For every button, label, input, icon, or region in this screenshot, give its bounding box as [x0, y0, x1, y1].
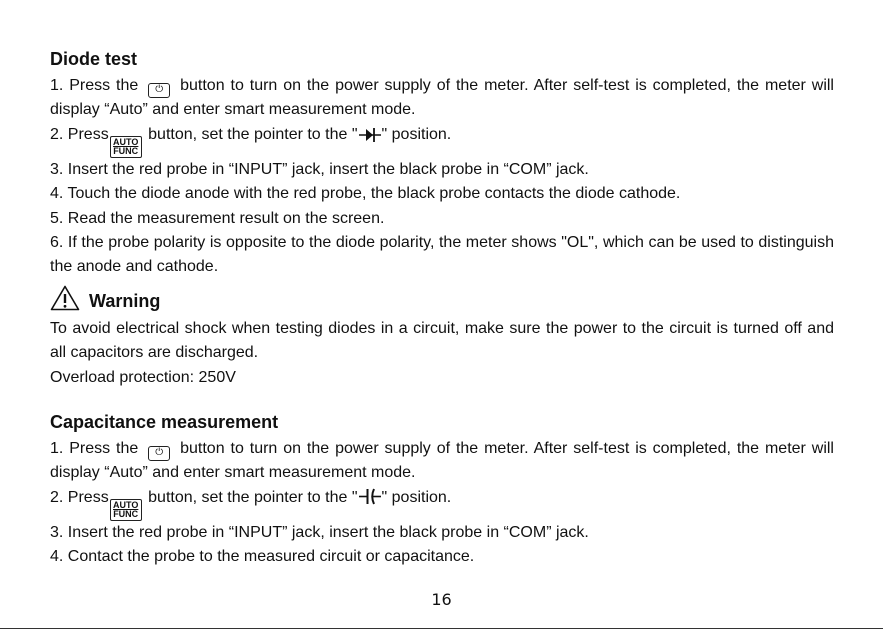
diode-step-2 — [50, 123, 834, 158]
diode-step-1 — [50, 74, 834, 123]
power-button-icon: ⏻ — [148, 83, 170, 98]
cap-step-2-start: 2. Press — [50, 488, 109, 506]
func-label: FUNC — [113, 508, 139, 519]
cap-step-4: 4. Contact the probe to the measured circuit or capacitance. — [50, 548, 475, 566]
diode-step-4: 4. Touch the diode anode with the red probe, the black probe contacts the diode cathode. — [50, 185, 681, 203]
auto-label: AUTO — [113, 136, 139, 147]
auto-func-button-icon — [110, 136, 142, 158]
func-label: FUNC — [113, 145, 139, 156]
diode-step-1-end: button to turn on the power supply of the meter. After self-test is completed, the meter will display “Auto” and enter smart measurement mode. — [50, 77, 834, 119]
cap-step-3: 3. Insert the red probe in “INPUT” jack, insert the black probe in “COM” jack. — [50, 523, 589, 541]
diode-step-2-start: 2. Press — [50, 125, 109, 143]
auto-func-button-icon — [110, 499, 142, 521]
manual-page — [50, 48, 834, 570]
diode-step-2-mid: button, set the pointer to the " — [148, 125, 358, 143]
cap-step-1 — [50, 437, 834, 486]
diode-step-1-start: 1. Press the — [50, 77, 139, 94]
cap-step-2-mid: button, set the pointer to the " — [148, 488, 358, 506]
diode-test-steps — [50, 74, 834, 280]
capacitor-symbol-icon — [359, 488, 381, 513]
warning-triangle-icon — [50, 285, 80, 316]
warning-heading: Warning — [89, 290, 161, 311]
diode-symbol-icon — [359, 126, 381, 150]
warning-heading-row — [50, 286, 834, 316]
diode-step-3: 3. Insert the red probe in “INPUT” jack, insert the black probe in “COM” jack. — [50, 160, 589, 178]
warning-text: To avoid electrical shock when testing diodes in a circuit, make sure the power to the circuit is turned off and all capacitors are discharged. — [50, 319, 834, 362]
diode-test-heading: Diode test — [50, 49, 138, 69]
section-gap — [50, 390, 834, 411]
capacitance-heading: Capacitance measurement — [50, 412, 279, 433]
cap-step-1-end: button to turn on the power supply of the meter. After self-test is completed, the meter will display “Auto” and enter smart measurement mode. — [50, 440, 834, 482]
diode-step-2-end: " position. — [381, 125, 452, 143]
cap-step-2 — [50, 486, 834, 521]
cap-step-2-end: " position. — [381, 488, 452, 506]
power-button-icon: ⏻ — [148, 446, 170, 461]
capacitance-steps — [50, 437, 834, 570]
page-number: 16 — [431, 590, 452, 609]
diode-step-5: 5. Read the measurement result on the screen. — [50, 209, 385, 227]
overload-protection: Overload protection: 250V — [50, 368, 236, 386]
bottom-rule — [0, 628, 883, 629]
cap-step-1-start: 1. Press the — [50, 440, 139, 458]
auto-label: AUTO — [113, 499, 139, 510]
diode-step-6: 6. If the probe polarity is opposite to the diode polarity, the meter shows "OL", which can be used to distinguish the anode and cathode. — [50, 234, 834, 276]
